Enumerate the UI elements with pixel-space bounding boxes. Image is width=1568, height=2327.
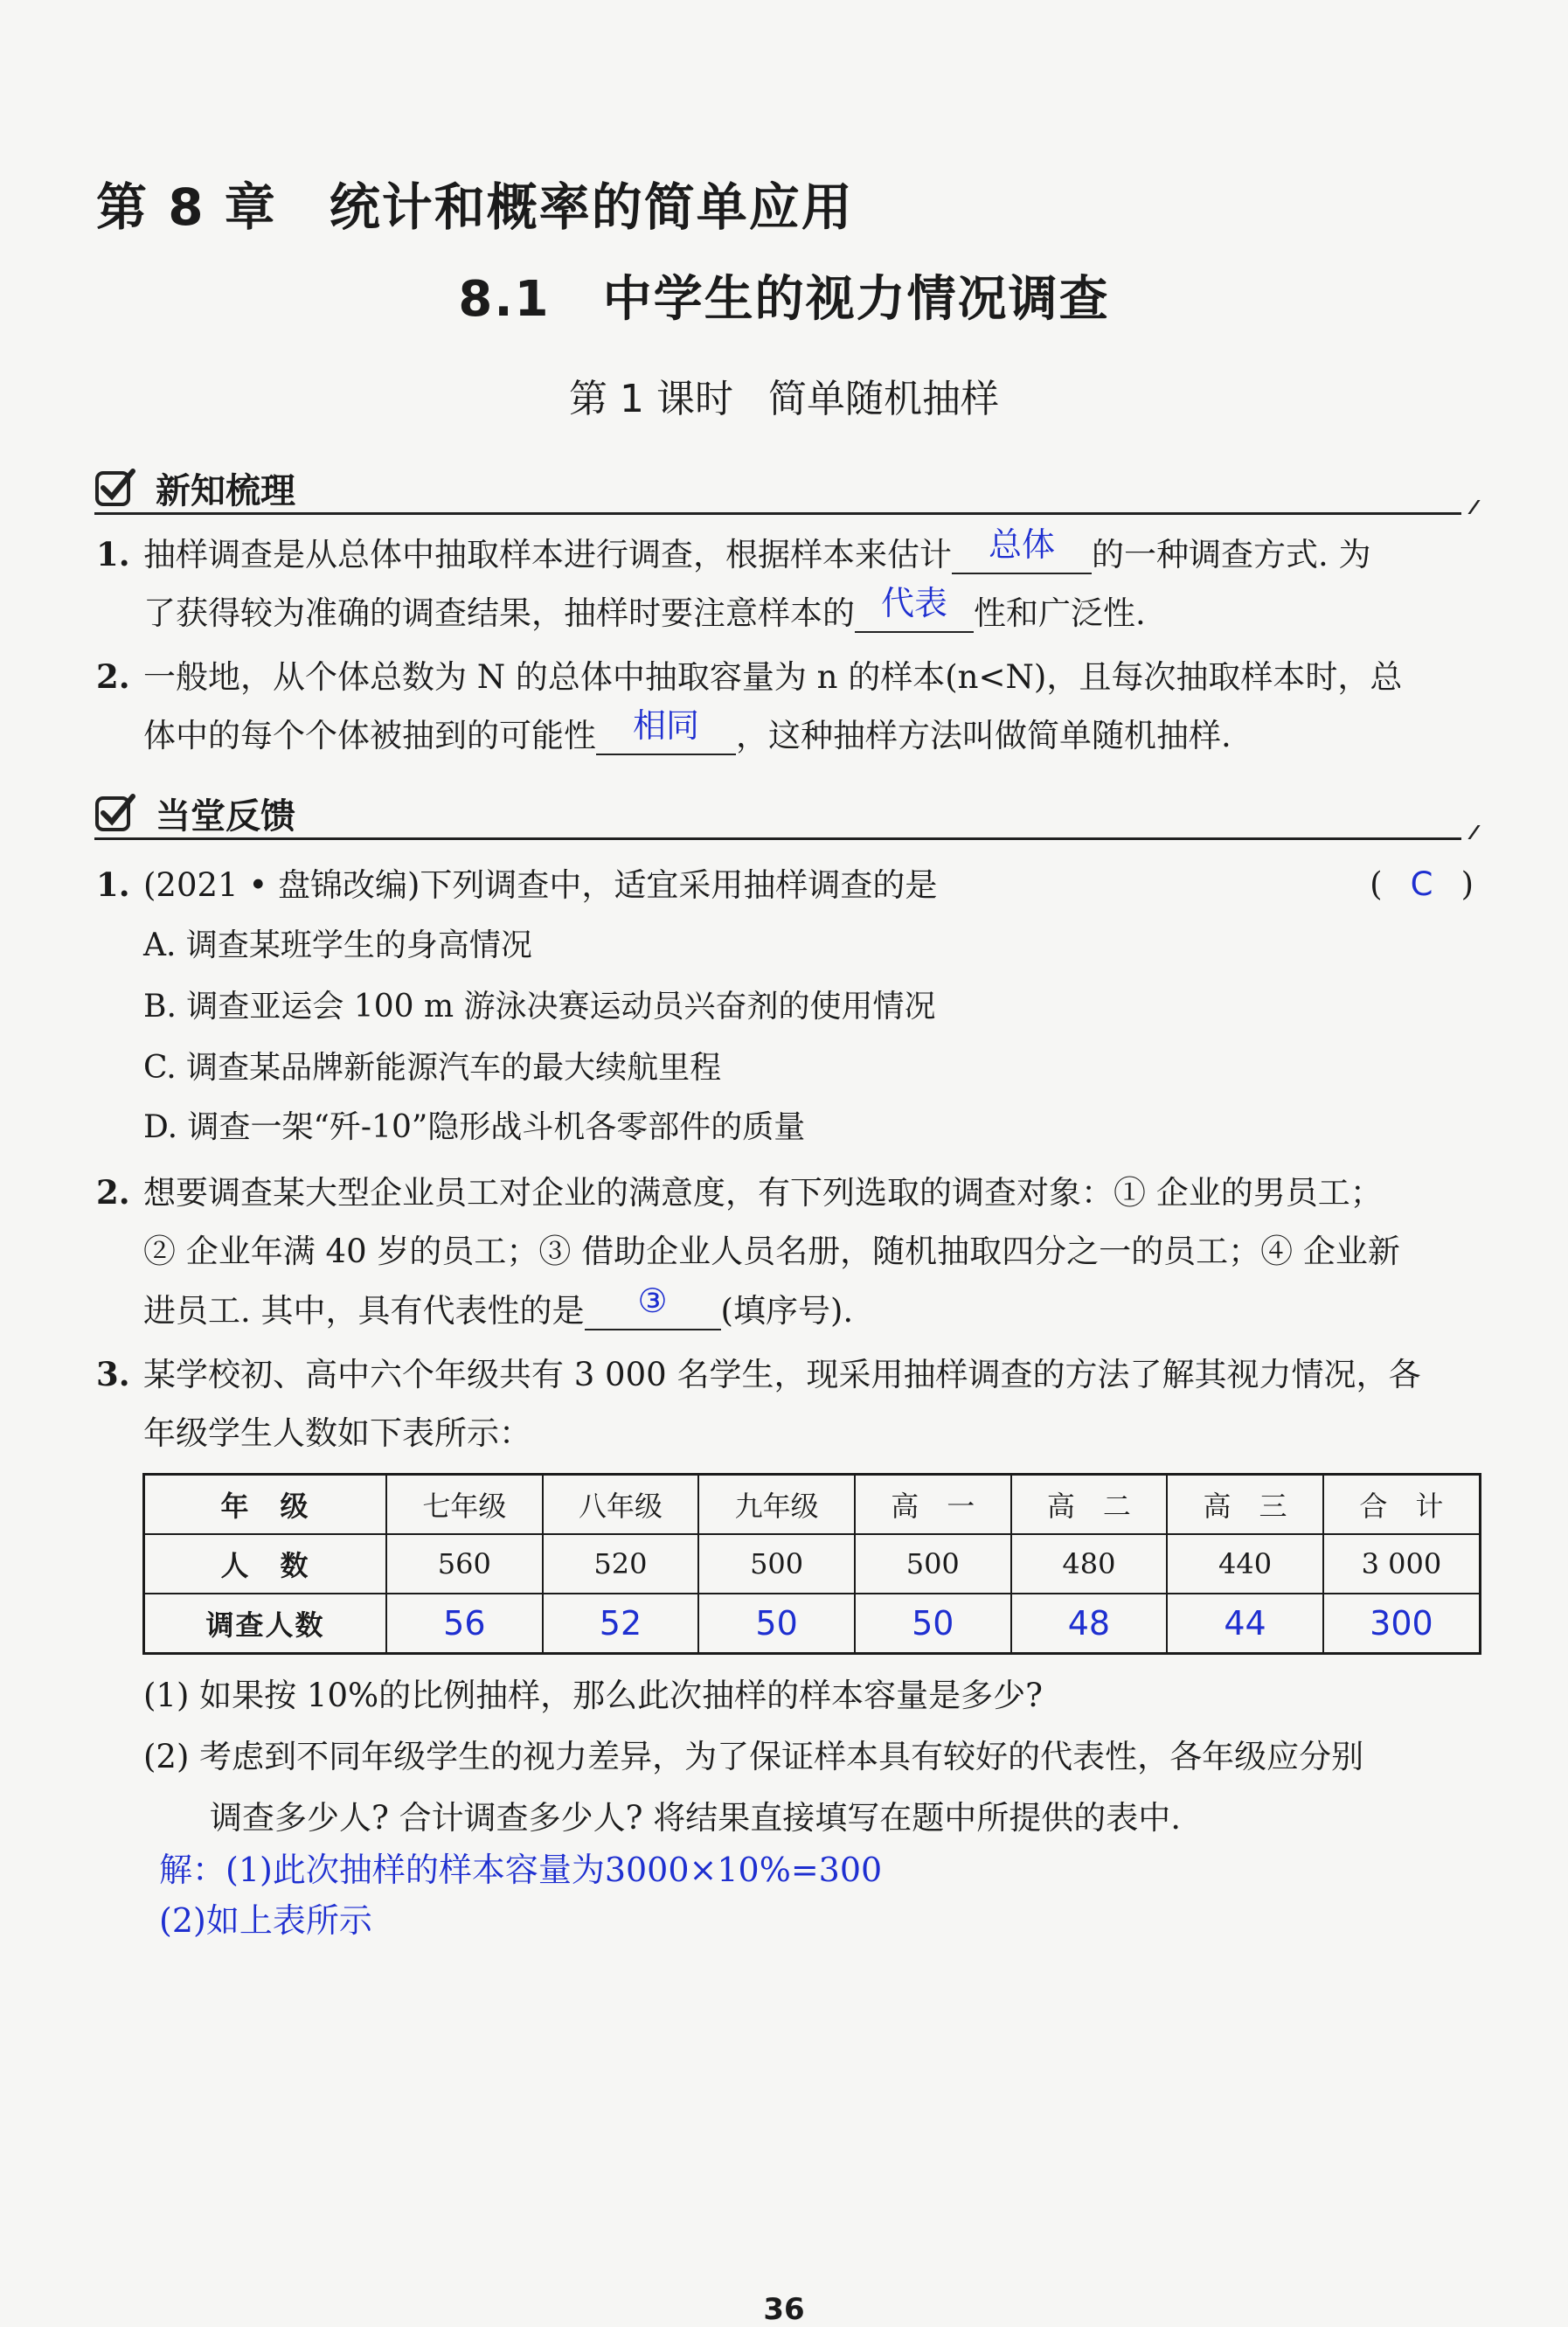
page-number: 36	[763, 2292, 805, 2327]
checkbox-check-icon	[94, 467, 136, 509]
feedback-q3-line1: 3. 某学校初、高中六个年级共有 3 000 名学生，现采用抽样调查的方法了解其视力情况，各	[96, 1355, 1421, 1393]
solution-line-2: (2)如上表所示	[159, 1901, 372, 1940]
solution-line-1: 解：(1)此次抽样的样本容量为3000×10%=300	[159, 1851, 883, 1889]
answer-blank: 总体	[952, 538, 1092, 574]
table-row: 年 级 七年级 八年级 九年级 高 一 高 二 高 三 合 计	[144, 1475, 1481, 1535]
feedback-q2-line2: ② 企业年满 40 岁的员工；③ 借助企业人员名册，随机抽取四分之一的员工；④ 企业新	[143, 1233, 1400, 1270]
q1-line2: 了获得较为准确的调查结果，抽样时要注意样本的 代表 性和广泛性.	[143, 584, 1146, 632]
q2-line1: 2. 一般地，从个体总数为 N 的总体中抽取容量为 n 的样本(n<N)，且每次抽取样本时，总	[96, 657, 1403, 696]
feedback-q2-line1: 2. 想要调查某大型企业员工对企业的满意度，有下列选取的调查对象：① 企业的男员工；	[96, 1173, 1383, 1212]
feedback-q2-line3: 进员工. 其中，具有代表性的是 ③ (填序号).	[143, 1282, 854, 1330]
table-row: 调查人数 56 52 50 50 48 44 300	[144, 1594, 1481, 1654]
section-title: 8.1 中学生的视力情况调查	[458, 271, 1110, 328]
grade-table	[142, 1473, 1481, 1655]
feedback-q1: 1. (2021 • 盘锦改编)下列调查中，适宜采用抽样调查的是	[96, 865, 938, 904]
q1-line1: 1. 抽样调查是从总体中抽取样本进行调查，根据样本来估计 总体 的一种调查方式. 为	[96, 525, 1371, 573]
answer-blank: ③	[585, 1294, 721, 1330]
section-heading-new-knowledge: 新知梳理	[94, 462, 1475, 514]
option-b: B. 调查亚运会 100 m 游泳决赛运动员兴奋剂的使用情况	[143, 989, 936, 1025]
lesson-title: 第 1 课时 简单随机抽样	[569, 377, 999, 421]
answer-blank: 代表	[855, 596, 974, 633]
sub-question-1: (1) 如果按 10%的比例抽样，那么此次抽样的样本容量是多少?	[143, 1677, 1044, 1714]
checkbox-check-icon	[94, 792, 136, 834]
sub-question-2-line1: (2) 考虑到不同年级学生的视力差异，为了保证样本具有较好的代表性，各年级应分别	[143, 1738, 1364, 1775]
option-a: A. 调查某班学生的身高情况	[143, 927, 532, 963]
chapter-title: 第 8 章 统计和概率的简单应用	[96, 177, 854, 237]
option-c: C. 调查某品牌新能源汽车的最大续航里程	[143, 1050, 722, 1086]
feedback-q3-line2: 年级学生人数如下表所示：	[143, 1414, 531, 1452]
answer-blank: 相同	[596, 719, 736, 755]
answer-paren: ( C )	[1370, 865, 1474, 903]
q2-line2: 体中的每个个体被抽到的可能性 相同 ，这种抽样方法叫做简单随机抽样.	[143, 706, 1232, 754]
option-d: D. 调查一架“歼-10”隐形战斗机各零部件的质量	[143, 1109, 806, 1145]
section-heading-class-feedback: 当堂反馈	[94, 787, 1475, 839]
table-row: 人 数 560 520 500 500 480 440 3 000	[144, 1534, 1481, 1594]
sub-question-2-line2: 调查多少人? 合计调查多少人? 将结果直接填写在题中所提供的表中.	[210, 1799, 1181, 1837]
